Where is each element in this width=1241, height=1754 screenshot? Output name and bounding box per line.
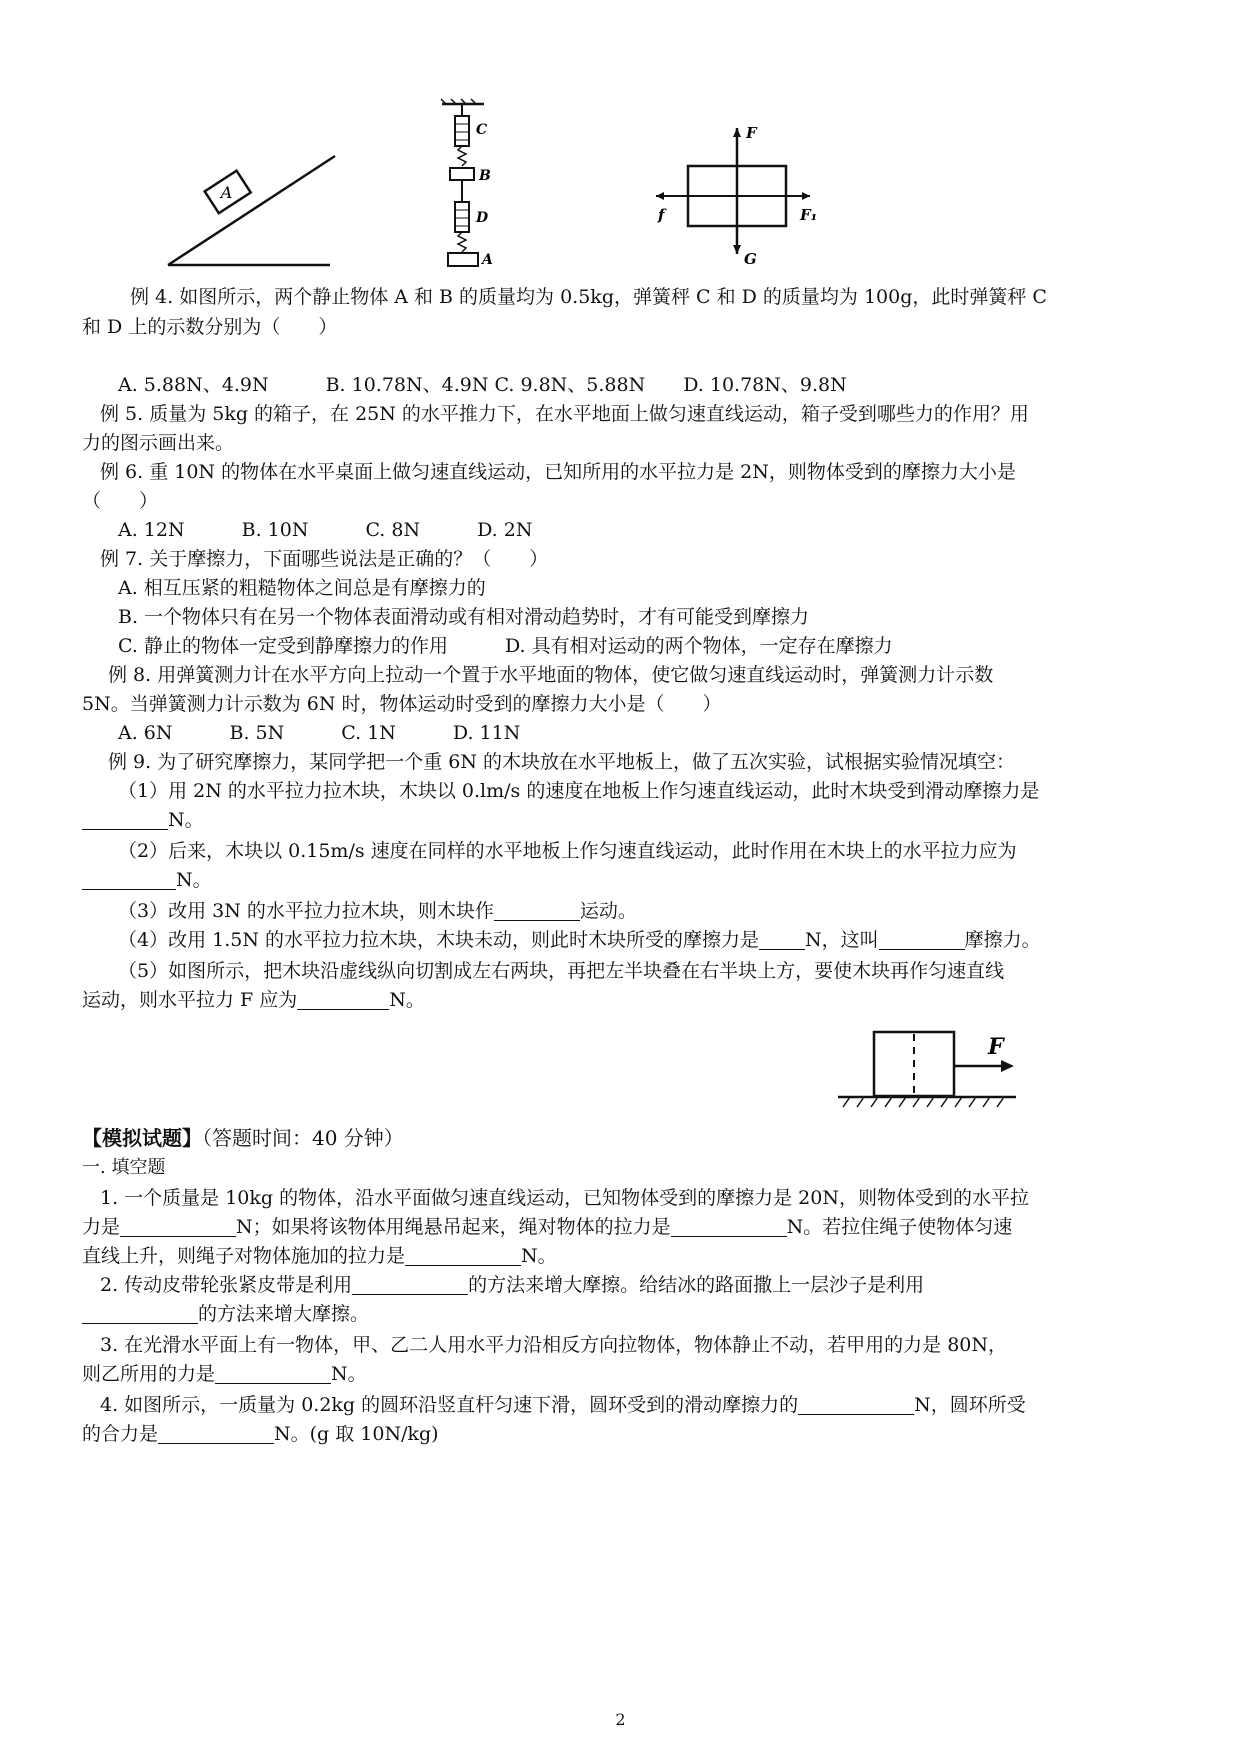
force-diagram-figure [650,122,830,272]
mock-title: 【模拟试题】 [82,1126,202,1150]
mock-time: （答题时间：40 分钟） [202,1126,404,1150]
ex7-option-cd: C. 静止的物体一定受到静摩擦力的作用 D. 具有相对运动的两个物体，一定存在摩擦力 [118,635,893,657]
mock-q3-line2: 则乙所用的力是 N。 [82,1363,367,1385]
ex9-q5-line2: 运动，则水平拉力 F 应为 N。 [82,989,425,1011]
mock-q1-line1: 1. 一个质量是 10kg 的物体，沿水平面做匀速直线运动，已知物体受到的摩擦力是 20N，则物体受到的水平拉 [100,1187,1029,1209]
mock-section-title: 一. 填空题 [82,1157,166,1178]
incline-figure [160,150,340,270]
ex6-options: A. 12N B. 10N C. 8N D. 2N [118,519,533,541]
spring-label-c: C [476,122,488,138]
mock-q4-line1: 4. 如图所示，一质量为 0.2kg 的圆环沿竖直杆匀速下滑，圆环受到的滑动摩擦力的 N，圆环所受 [100,1394,1026,1416]
spring-figure [436,98,506,268]
ex9-q5-blank[interactable] [297,987,389,1010]
spring-label-b: B [479,168,491,184]
ex9-q2-line2: N。 [0,865,1241,895]
ex9-q1-line1: （1）用 2N 的水平拉力拉木块，木块以 0.lm/s 的速度在地板上作匀速直线运动，此时木块受到滑动摩擦力是 [118,780,1040,802]
mock-q1-line2: 力是 N；如果将该物体用绳悬吊起来，绳对物体的拉力是 N。若拉住绳子使物体匀速 [82,1216,1013,1238]
ex9-intro: 例 9. 为了研究摩擦力，某同学把一个重 6N 的木块放在水平地板上，做了五次实验，试根据实验情况填空： [108,751,1016,773]
mock-q1-line3: 直线上升，则绳子对物体施加的拉力是 N。 [82,1245,557,1267]
mock-q2-line1: 2. 传动皮带轮张紧皮带是利用 的方法来增大摩擦。给结冰的路面撒上一层沙子是利用 [100,1274,925,1296]
spring-label-a: A [482,252,493,268]
mock-q2-blank2[interactable] [82,1301,198,1324]
spring-label-d: D [476,210,489,226]
ex8-line1: 例 8. 用弹簧测力计在水平方向上拉动一个置于水平地面的物体，使它做匀速直线运动时，弹簧测力计示数 [108,664,994,686]
ex8-options: A. 6N B. 5N C. 1N D. 11N [118,722,521,744]
mock-q4-blank2[interactable] [158,1421,274,1444]
ex9-q4: （4）改用 1.5N 的水平拉力拉木块，木块未动，则此时木块所受的摩擦力是 N，这叫 摩擦力。 [118,929,1041,951]
split-block-force-label: F [988,1034,1004,1060]
ex4-options: A. 5.88N、4.9N B. 10.78N、4.9N C. 9.8N、5.88N D. 10.78N、9.8N [118,374,847,396]
ex9-q5-line1: （5）如图所示，把木块沿虚线纵向切割成左右两块，再把左半块叠在右半块上方，要使木块再作匀速直线 [118,960,1005,982]
mock-q4-line2: 的合力是 N。(g 取 10N/kg) [82,1423,439,1445]
mock-q3-line1: 3. 在光滑水平面上有一物体，甲、乙二人用水平力沿相反方向拉物体，物体静止不动，若甲用的力是 80N， [100,1334,1008,1356]
page-number: 2 [615,1710,626,1729]
ex4-line1: 例 4. 如图所示，两个静止物体 A 和 B 的质量均为 0.5kg，弹簧秤 C 和 D 的质量均为 100g，此时弹簧秤 C [130,286,1047,308]
ex7-option-b: B. 一个物体只有在另一个物体表面滑动或有相对滑动趋势时，才有可能受到摩擦力 [118,606,810,628]
ex9-q4-blank1[interactable] [759,927,805,950]
ex9-q2-blank[interactable] [82,867,176,890]
mock-q4-blank1[interactable] [798,1392,914,1415]
force-label-friction: f [658,206,665,224]
ex6-line1: 例 6. 重 10N 的物体在水平桌面上做匀速直线运动，已知所用的水平拉力是 2N，则物体受到的摩擦力大小是 [100,461,1016,483]
ex7-option-a: A. 相互压紧的粗糙物体之间总是有摩擦力的 [118,577,486,599]
ex8-line2: 5N。当弹簧测力计示数为 6N 时，物体运动时受到的摩擦力大小是（ ） [82,693,722,715]
mock-q2-line2: 的方法来增大摩擦。 [0,1299,1241,1329]
mock-q3-blank[interactable] [215,1361,331,1384]
ex9-q4-blank2[interactable] [879,927,965,950]
ex9-q3-blank[interactable] [494,898,580,921]
incline-block-label: A [220,182,233,202]
mock-header [0,1123,1241,1153]
ex5-line2: 力的图示画出来。 [82,432,235,454]
mock-q1-blank3[interactable] [405,1243,521,1266]
force-label-g: G [744,250,757,268]
ex9-q1-blank[interactable] [82,807,168,830]
mock-q1-blank2[interactable] [671,1214,787,1237]
mock-q2-blank1[interactable] [352,1272,468,1295]
ex9-q1-line2: N。 [0,805,1241,835]
ex7-line1: 例 7. 关于摩擦力，下面哪些说法是正确的？（ ） [100,548,549,570]
mock-q1-blank1[interactable] [120,1214,236,1237]
ex9-q2-line1: （2）后来，木块以 0.15m/s 速度在同样的水平地板上作匀速直线运动，此时作用在木块上的水平拉力应为 [118,840,1017,862]
force-label-f-top: F [746,124,757,142]
split-block-figure [838,1030,1028,1112]
ex9-q3: （3）改用 3N 的水平拉力拉木块，则木块作 运动。 [118,900,637,922]
ex6-line2: （ ） [82,490,159,512]
ex4-line2: 和 D 上的示数分别为（ ） [82,316,338,338]
force-label-f1: F₁ [800,206,818,224]
ex5-line1: 例 5. 质量为 5kg 的箱子，在 25N 的水平推力下，在水平地面上做匀速直线运动，箱子受到哪些力的作用？用 [100,403,1029,425]
